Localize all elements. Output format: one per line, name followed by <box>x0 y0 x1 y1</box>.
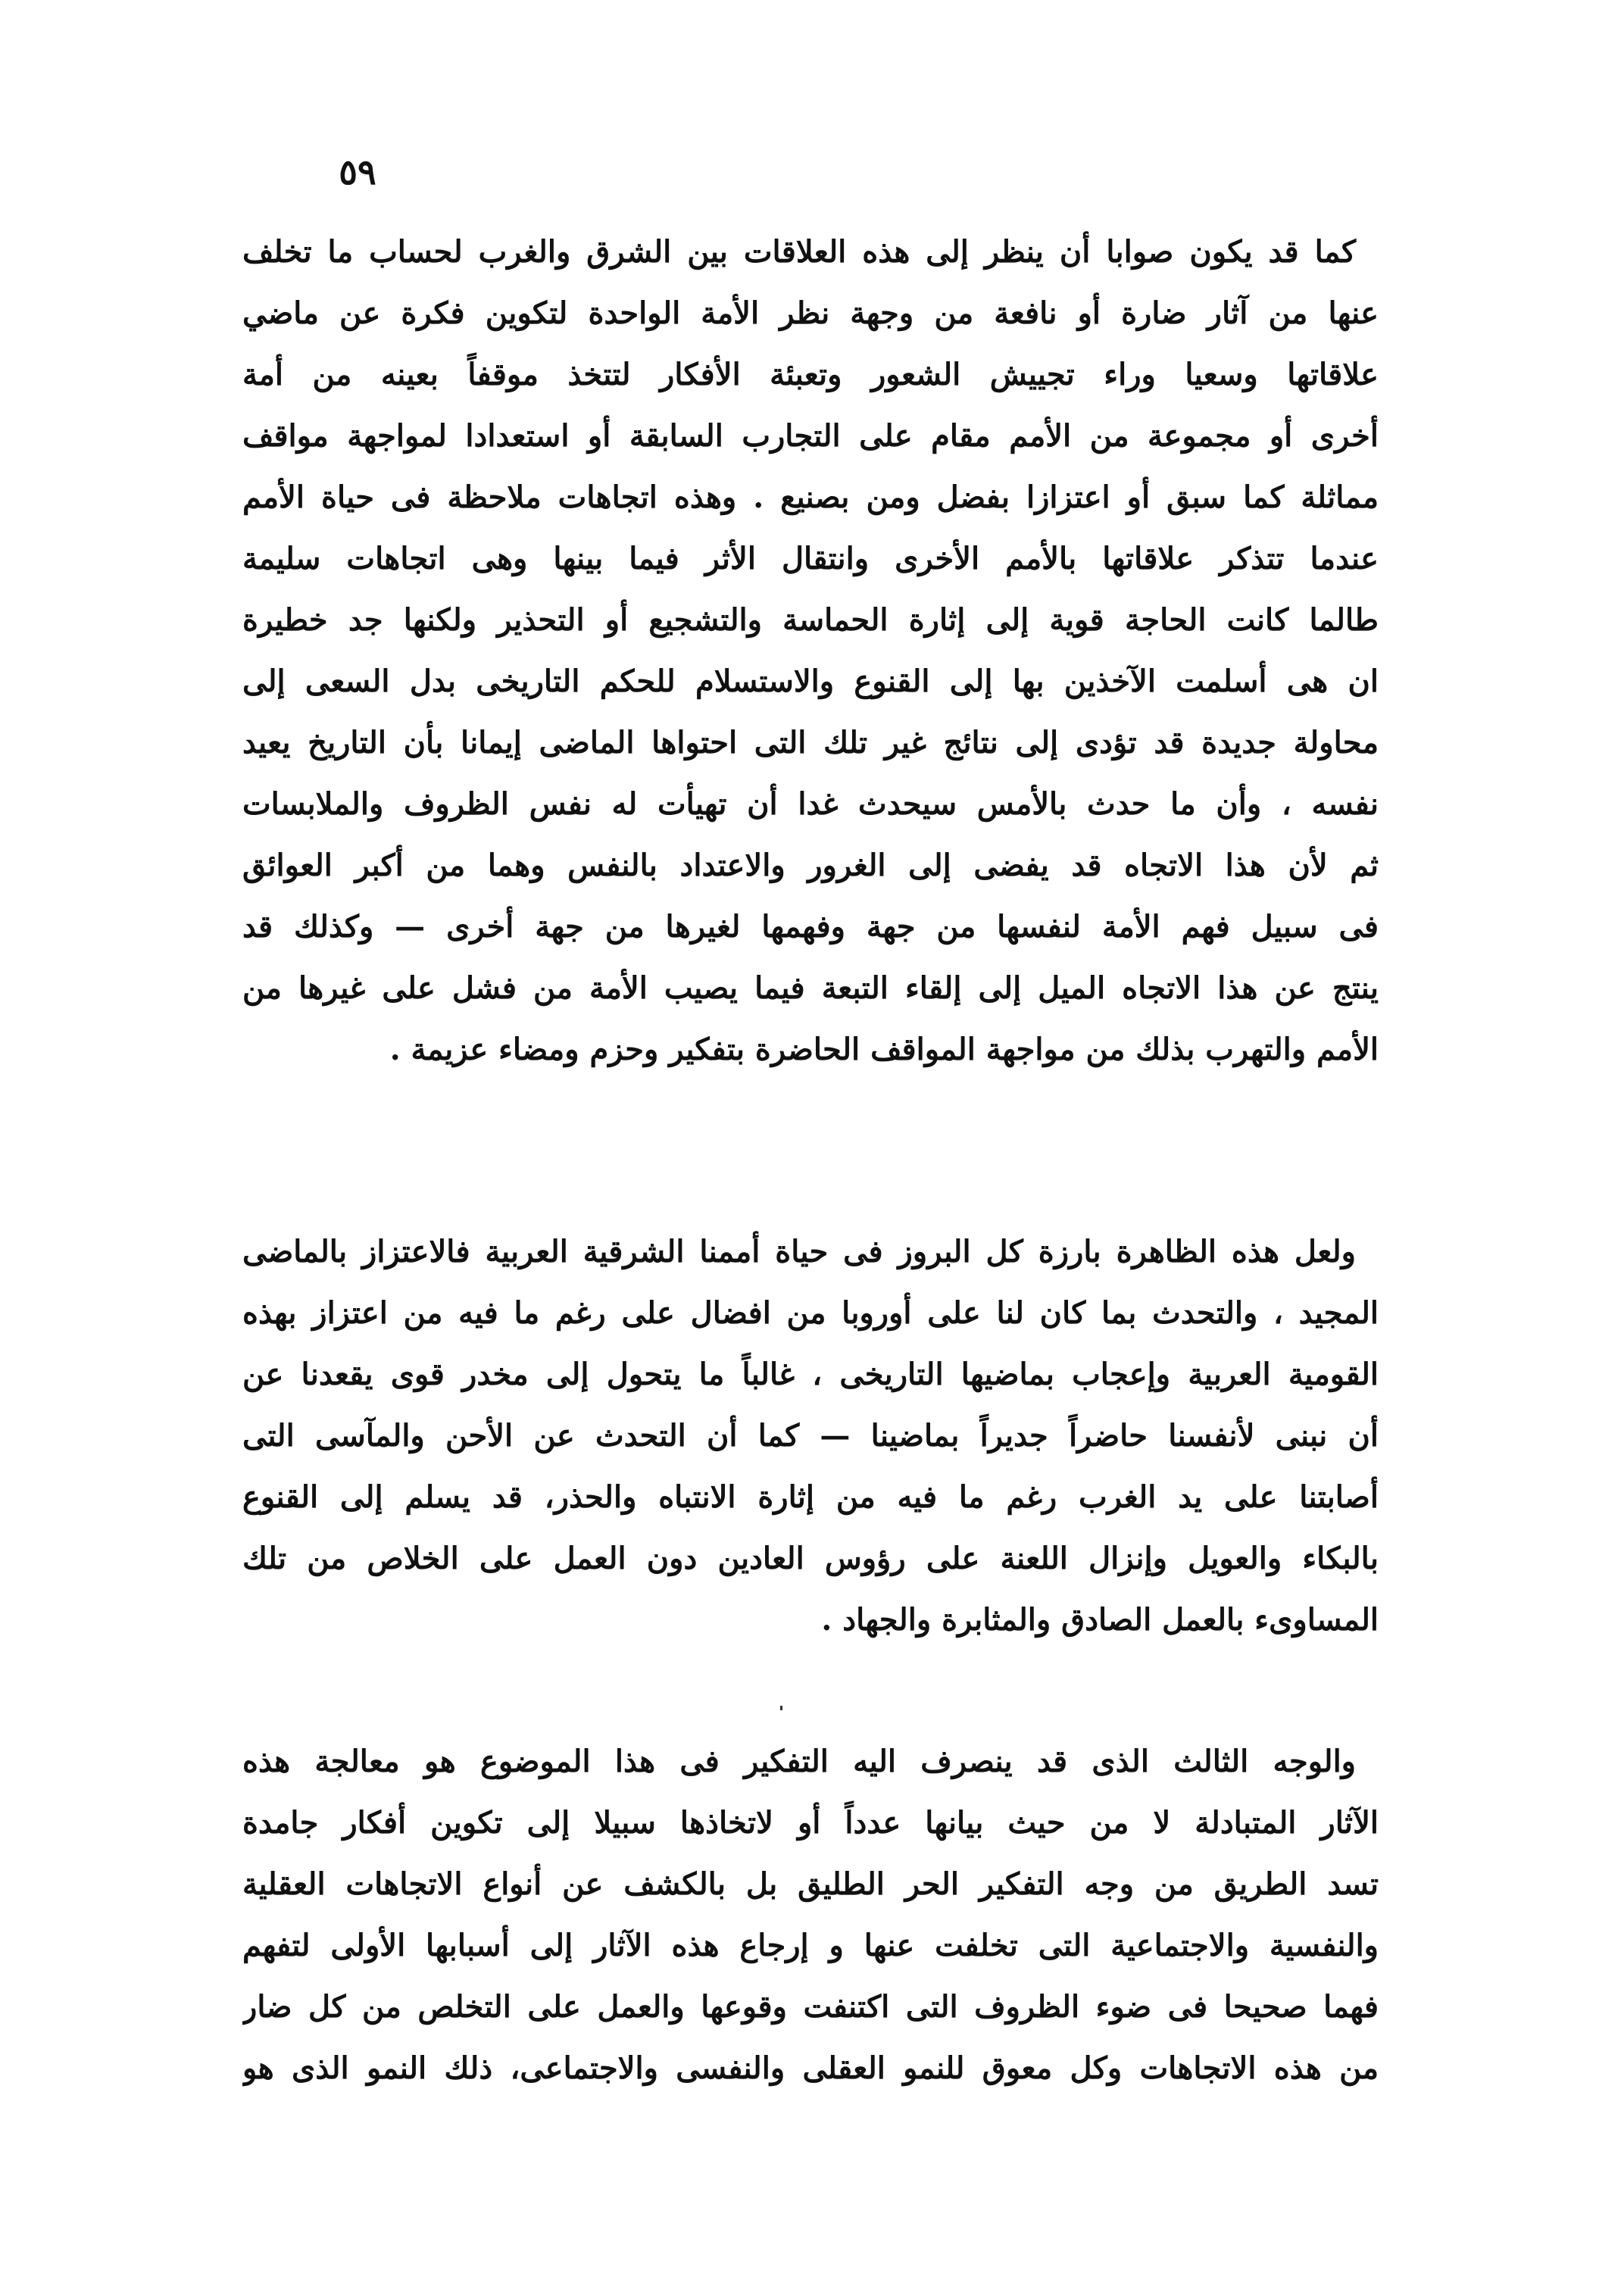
paragraph-1 <box>242 221 1379 1080</box>
paragraph-2 <box>242 1221 1379 1650</box>
text-line: القومية العربية وإعجاب بماضيها التاريخى ، غالباً ما يتحول إلى مخدر قوى يقعدنا عن <box>242 1357 1379 1392</box>
text-line: علاقاتها وسعيا وراء تجييش الشعور وتعبئة الأفكار لتتخذ موقفاً بعينه من أمة <box>242 357 1379 392</box>
paragraph-3 <box>242 1731 1379 2099</box>
scan-speck <box>780 1706 782 1710</box>
text-line: تسد الطريق من وجه التفكير الحر الطليق بل بالكشف عن أنواع الاتجاهات العقلية <box>242 1866 1379 1902</box>
text-line: محاولة جديدة قد تؤدى إلى نتائج غير تلك التى احتواها الماضى إيمانا بأن التاريخ يعيد <box>242 725 1379 760</box>
text-line: طالما كانت الحاجة قوية إلى إثارة الحماسة والتشجيع أو التحذير ولكنها جد خطيرة <box>242 602 1379 638</box>
text-line: نفسه ، وأن ما حدث بالأمس سيحدث غدا أن تهيأت له نفس الظروف والملابسات <box>242 786 1379 822</box>
text-line: ثم لأن هذا الاتجاه قد يفضى إلى الغرور والاعتداد بالنفس وهما من أكبر العوائق <box>242 848 1379 883</box>
text-line: المجيد ، والتحدث بما كان لنا على أوروبا من افضال على رغم ما فيه من اعتزاز بهذه <box>242 1295 1379 1331</box>
text-line: عنها من آثار ضارة أو نافعة من وجهة نظر الأمة الواحدة لتكوين فكرة عن ماضي <box>242 295 1379 331</box>
text-line: الأمم والتهرب بذلك من مواجهة المواقف الحاضرة بتفكير وحزم ومضاء عزيمة . <box>389 1032 1379 1067</box>
page-number: ٥٩ <box>339 151 376 192</box>
text-line: من هذه الاتجاهات وكل معوق للنمو العقلى والنفسى والاجتماعى، ذلك النمو الذى هو <box>242 2050 1379 2086</box>
text-line: الآثار المتبادلة لا من حيث بيانها عدداً أو لاتخاذها سبيلا إلى تكوين أفكار جامدة <box>242 1805 1379 1841</box>
text-line: أن نبنى لأنفسنا حاضراً جديراً بماضينا — كما أن التحدث عن الأحن والمآسى التى <box>242 1418 1379 1454</box>
text-line: أصابتنا على يد الغرب رغم ما فيه من إثارة الانتباه والحذر، قد يسلم إلى القنوع <box>242 1479 1379 1515</box>
text-line: ان هى أسلمت الآخذين بها إلى القنوع والاستسلام للحكم التاريخى بدل السعى إلى <box>242 664 1379 699</box>
text-line: فى سبيل فهم الأمة لنفسها من جهة وفهمها لغيرها من جهة أخرى — وكذلك قد <box>242 909 1379 945</box>
text-line: ينتج عن هذا الاتجاه الميل إلى إلقاء التبعة فيما يصيب الأمة من فشل على غيرها من <box>242 970 1379 1006</box>
text-line: المساوىء بالعمل الصادق والمثابرة والجهاد . <box>821 1602 1379 1638</box>
text-line: فهما صحيحا فى ضوء الظروف التى اكتنفت وقوعها والعمل على التخلص من كل ضار <box>242 1989 1379 2025</box>
text-line: والوجه الثالث الذى قد ينصرف اليه التفكير فى هذا الموضوع هو معالجة هذه <box>242 1744 1356 1779</box>
text-line: مماثلة كما سبق أو اعتزازا بفضل ومن بصنيع . وهذه اتجاهات ملاحظة فى حياة الأمم <box>242 479 1379 515</box>
text-line: بالبكاء والعويل وإنزال اللعنة على رؤوس العادين دون العمل على الخلاص من تلك <box>242 1541 1379 1576</box>
text-line: أخرى أو مجموعة من الأمم مقام على التجارب السابقة أو استعدادا لمواجهة مواقف <box>242 418 1379 454</box>
text-line: عندما تتذكر علاقاتها بالأمم الأخرى وانتقال الأثر فيما بينها وهى اتجاهات سليمة <box>242 541 1379 576</box>
text-line: ولعل هذه الظاهرة بارزة كل البروز فى حياة أممنا الشرقية العربية فالاعتزاز بالماضى <box>242 1234 1356 1269</box>
text-line: والنفسية والاجتماعية التى تخلفت عنها و إرجاع هذه الآثار إلى أسبابها الأولى لتفهم <box>242 1928 1379 1963</box>
text-line: كما قد يكون صوابا أن ينظر إلى هذه العلاقات بين الشرق والغرب لحساب ما تخلف <box>242 234 1356 270</box>
